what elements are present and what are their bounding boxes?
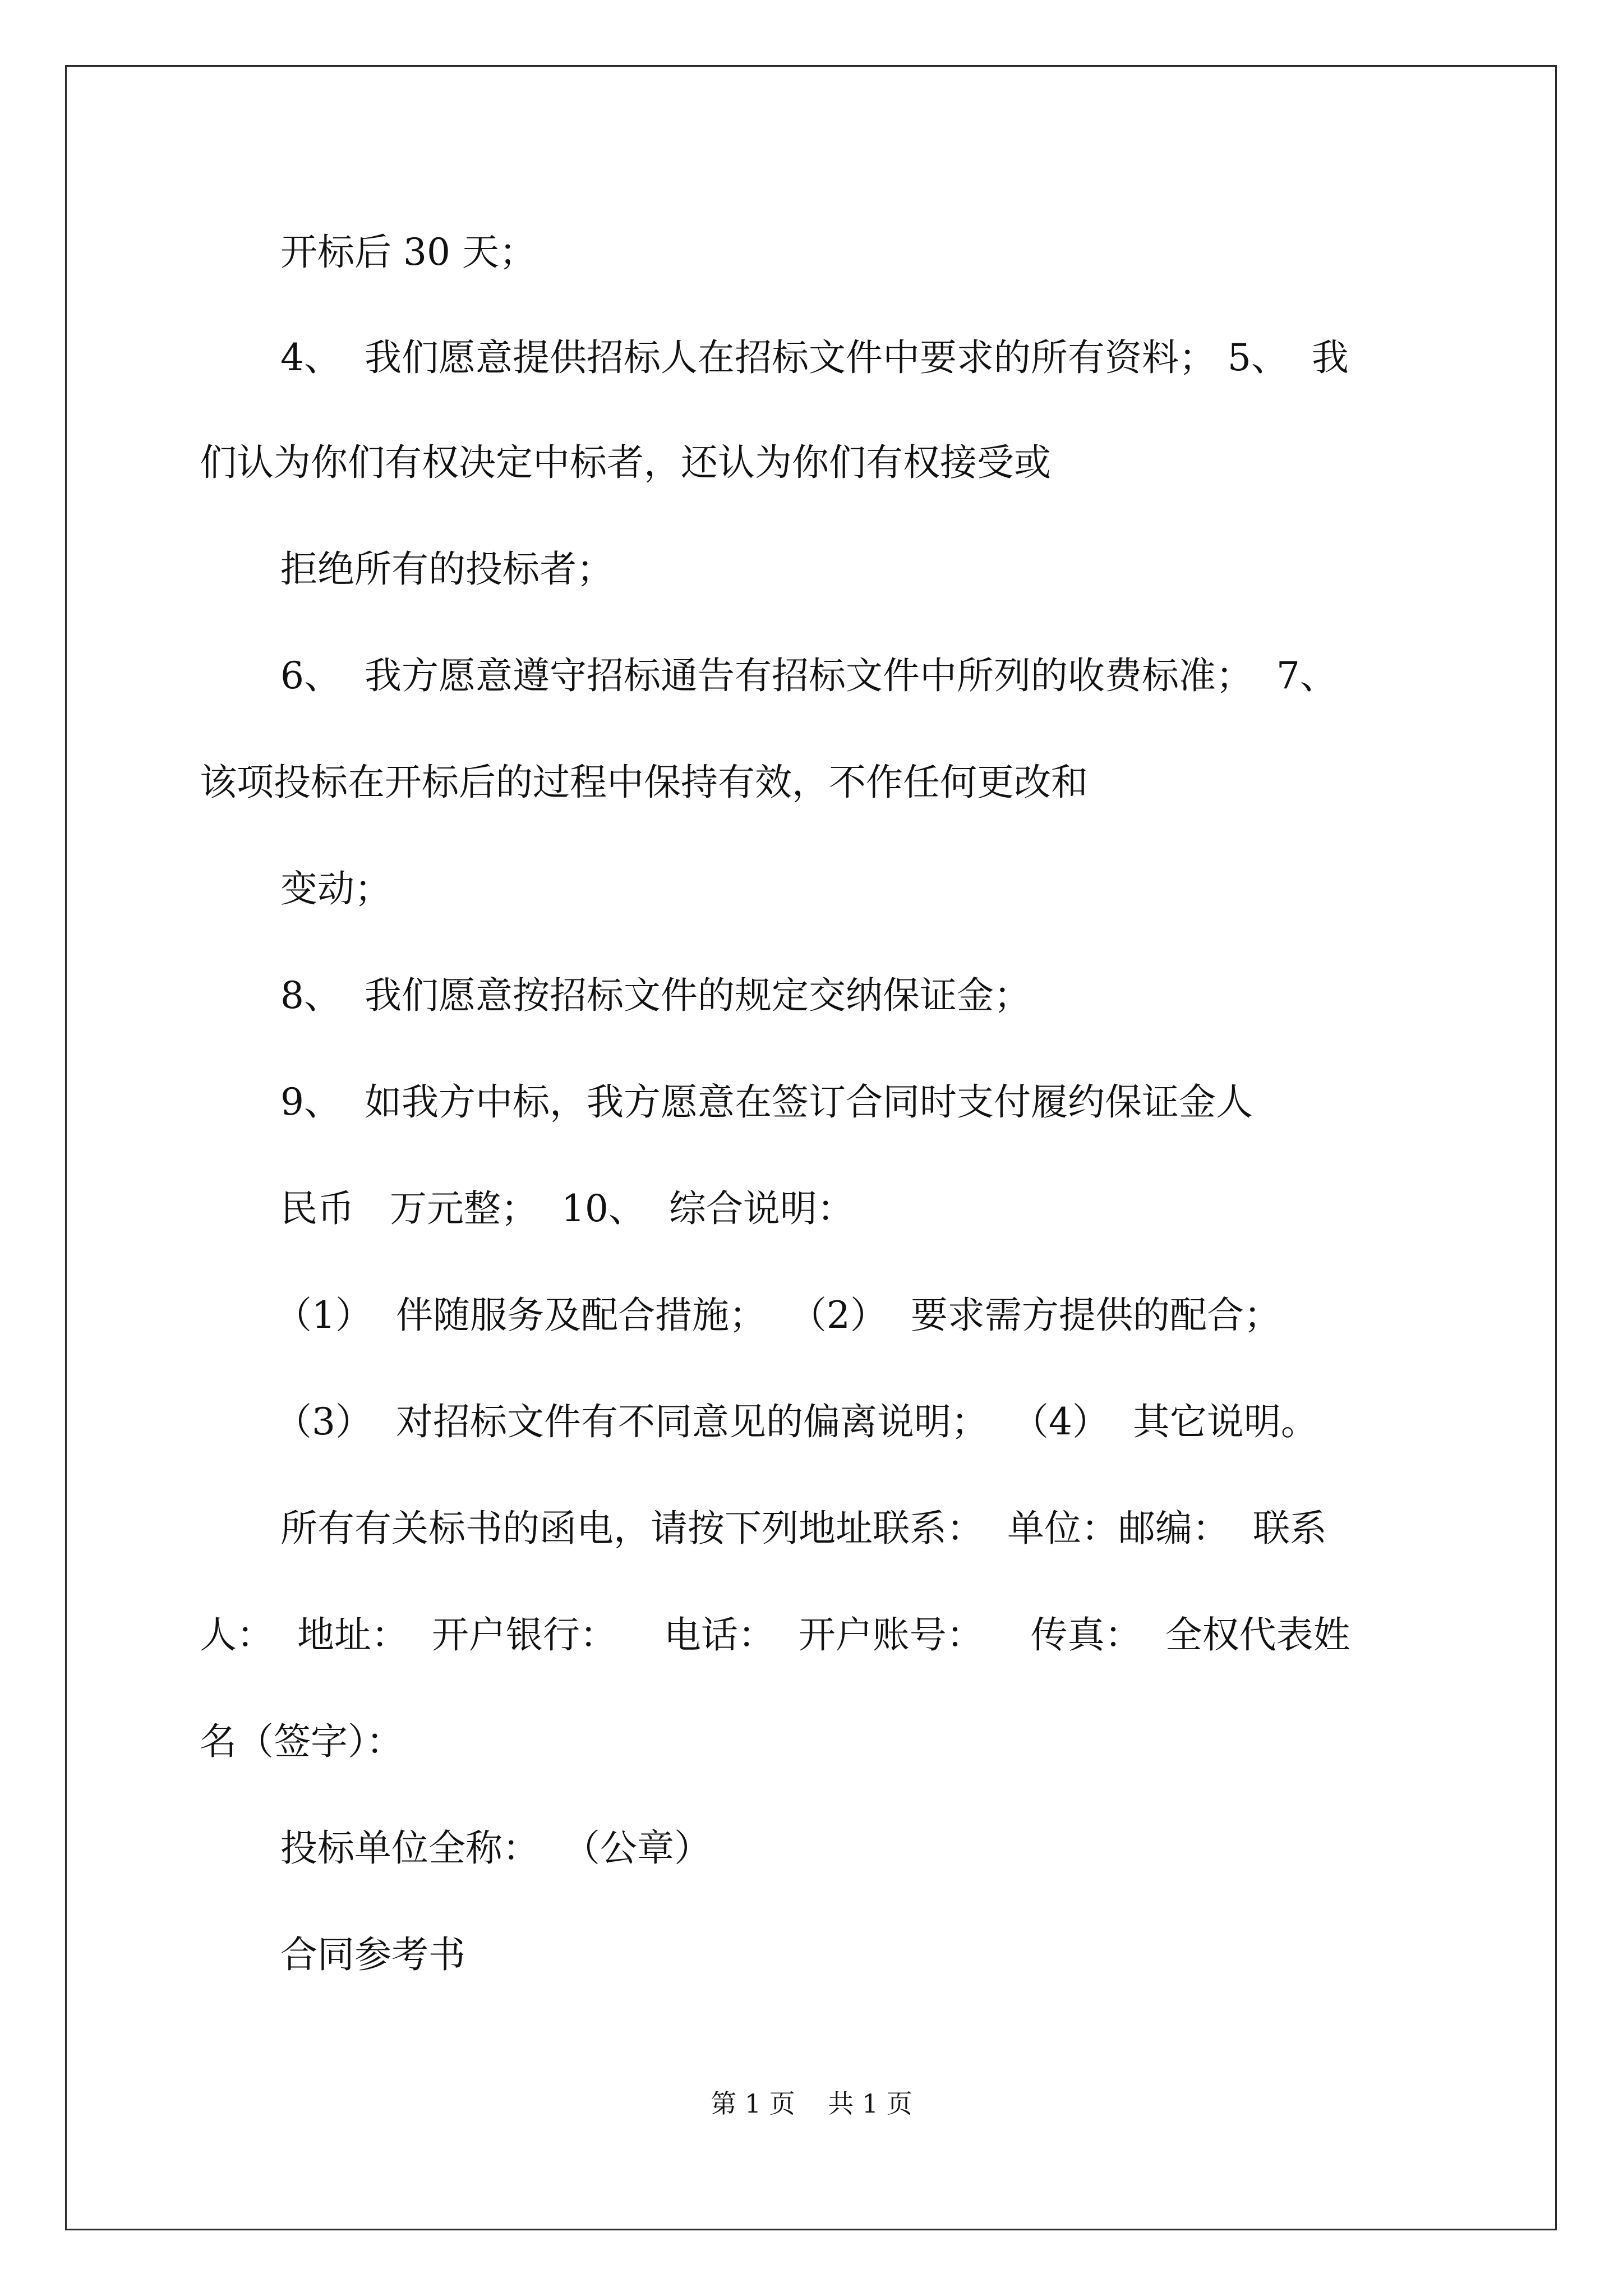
text-line-15: 名（签字）： [200,1720,403,1763]
page-footer: 第 1 页 共 1 页 [711,2088,912,2119]
text-line-7: 变动； [280,867,391,910]
text-line-6: 该项投标在开标后的过程中保持有效，不作任何更改和 [200,761,1088,804]
text-line-12: （3） 对招标文件有不同意见的偏离说明； （4） 其它说明。 [275,1400,1318,1443]
text-line-9: 9、 如我方中标，我方愿意在签订合同时支付履约保证金人 [280,1080,1253,1124]
text-line-14: 人： 地址： 开户银行： 电话： 开户账号： 传真： 全权代表姓 [200,1613,1350,1657]
text-line-3: 们认为你们有权决定中标者，还认为你们有权接受或 [200,441,1051,484]
text-line-11: （1） 伴随服务及配合措施； （2） 要求需方提供的配合； [275,1294,1281,1337]
text-line-2: 4、 我们愿意提供招标人在招标文件中要求的所有资料； 5、 我 [280,336,1349,379]
text-line-5: 6、 我方愿意遵守招标通告有招标文件中所列的收费标准； 7、 [280,654,1337,697]
text-line-16: 投标单位全称： （公章） [280,1826,711,1870]
text-line-10: 民币 万元整； 10、 综合说明： [280,1187,854,1230]
text-line-13: 所有有关标书的函电，请按下列地址联系： 单位：邮编： 联系 [280,1507,1327,1550]
text-line-1: 开标后 30 天； [280,231,536,274]
text-line-17: 合同参考书 [280,1933,465,1976]
text-line-4: 拒绝所有的投标者； [280,547,614,591]
page-border [65,65,1557,2230]
text-line-8: 8、 我们愿意按招标文件的规定交纳保证金； [280,974,1031,1017]
